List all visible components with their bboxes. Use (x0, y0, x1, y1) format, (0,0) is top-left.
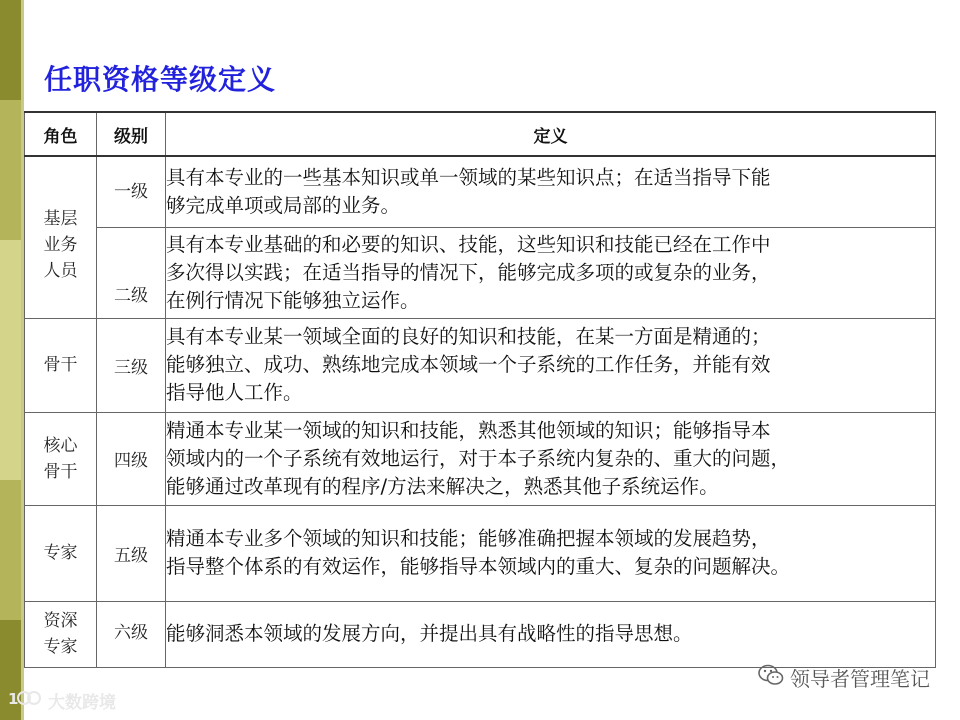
definition-text: 能够洞悉本领域的发展方向，并提出具有战略性的指导思想。 (166, 622, 693, 645)
watermark-right-text: 领导者管理笔记 (790, 667, 930, 691)
role-cell (25, 505, 97, 601)
definition-text: 具有本专业某一领域全面的良好的知识和技能，在某一方面是精通的； 能够独立、成功、熟练地完成本领域一个子系统的工作任务，并能有效 指导他人工作。 (166, 325, 771, 404)
level-cell: 五级 (97, 505, 166, 601)
wechat-icon (758, 664, 784, 691)
role-cell (25, 318, 97, 412)
definition-cell (166, 601, 936, 667)
brand-logo-icon (8, 688, 42, 713)
header-role: 角色 (25, 112, 97, 156)
qualification-table (24, 111, 936, 668)
header-level: 级别 (97, 112, 166, 156)
definition-cell (166, 412, 936, 505)
level-cell: 一级 (97, 156, 166, 227)
table-row (25, 227, 936, 318)
left-decor-bar-light (0, 240, 21, 480)
role-label: 资深 专家 (43, 611, 78, 657)
definition-text: 精通本专业多个领域的知识和技能；能够准确把握本领域的发展趋势， 指导整个体系的有效运作，能够指导本领域内的重大、复杂的问题解决。 (166, 527, 791, 578)
level-cell: 三级 (97, 318, 166, 412)
level-cell: 二级 (97, 227, 166, 318)
table-row (25, 412, 936, 505)
definition-cell (166, 227, 936, 318)
level-cell: 四级 (97, 412, 166, 505)
role-cell (25, 412, 97, 505)
definition-cell (166, 156, 936, 227)
svg-text:1: 1 (8, 690, 19, 708)
table-row (25, 156, 936, 227)
role-label: 核心 骨干 (43, 435, 78, 482)
definition-cell (166, 318, 936, 412)
header-definition: 定义 (166, 112, 936, 156)
definition-text: 精通本专业某一领域的知识和技能，熟悉其他领域的知识；能够指导本 领域内的一个子系统有效地运行，对于本子系统内复杂的、重大的问题， 能够通过改革现有的程序/方法来解决之，熟悉其他子系统运作。 (166, 418, 791, 498)
watermark-left (8, 688, 116, 713)
watermark-left-text: 大数跨境 (48, 693, 116, 713)
table-row (25, 505, 936, 601)
definition-text: 具有本专业的一些基本知识或单一领域的某些知识点；在适当指导下能 够完成单项或局部的业务。 (166, 165, 771, 217)
definition-cell (166, 505, 936, 601)
role-label: 专家 (43, 543, 78, 563)
role-label: 骨干 (43, 355, 78, 375)
table-row (25, 601, 936, 667)
table-row (25, 318, 936, 412)
role-cell (25, 156, 97, 318)
watermark-right (758, 663, 930, 692)
role-cell (25, 601, 97, 667)
role-label: 基层 业务 人员 (43, 209, 78, 282)
definition-text: 具有本专业基础的和必要的知识、技能，这些知识和技能已经在工作中 多次得以实践；在适当指导的情况下，能够完成多项的或复杂的业务， 在例行情况下能够独立运作。 (166, 232, 771, 312)
page-title: 任职资格等级定义 (44, 63, 277, 96)
table-header-row (25, 112, 936, 156)
level-cell: 六级 (97, 601, 166, 667)
